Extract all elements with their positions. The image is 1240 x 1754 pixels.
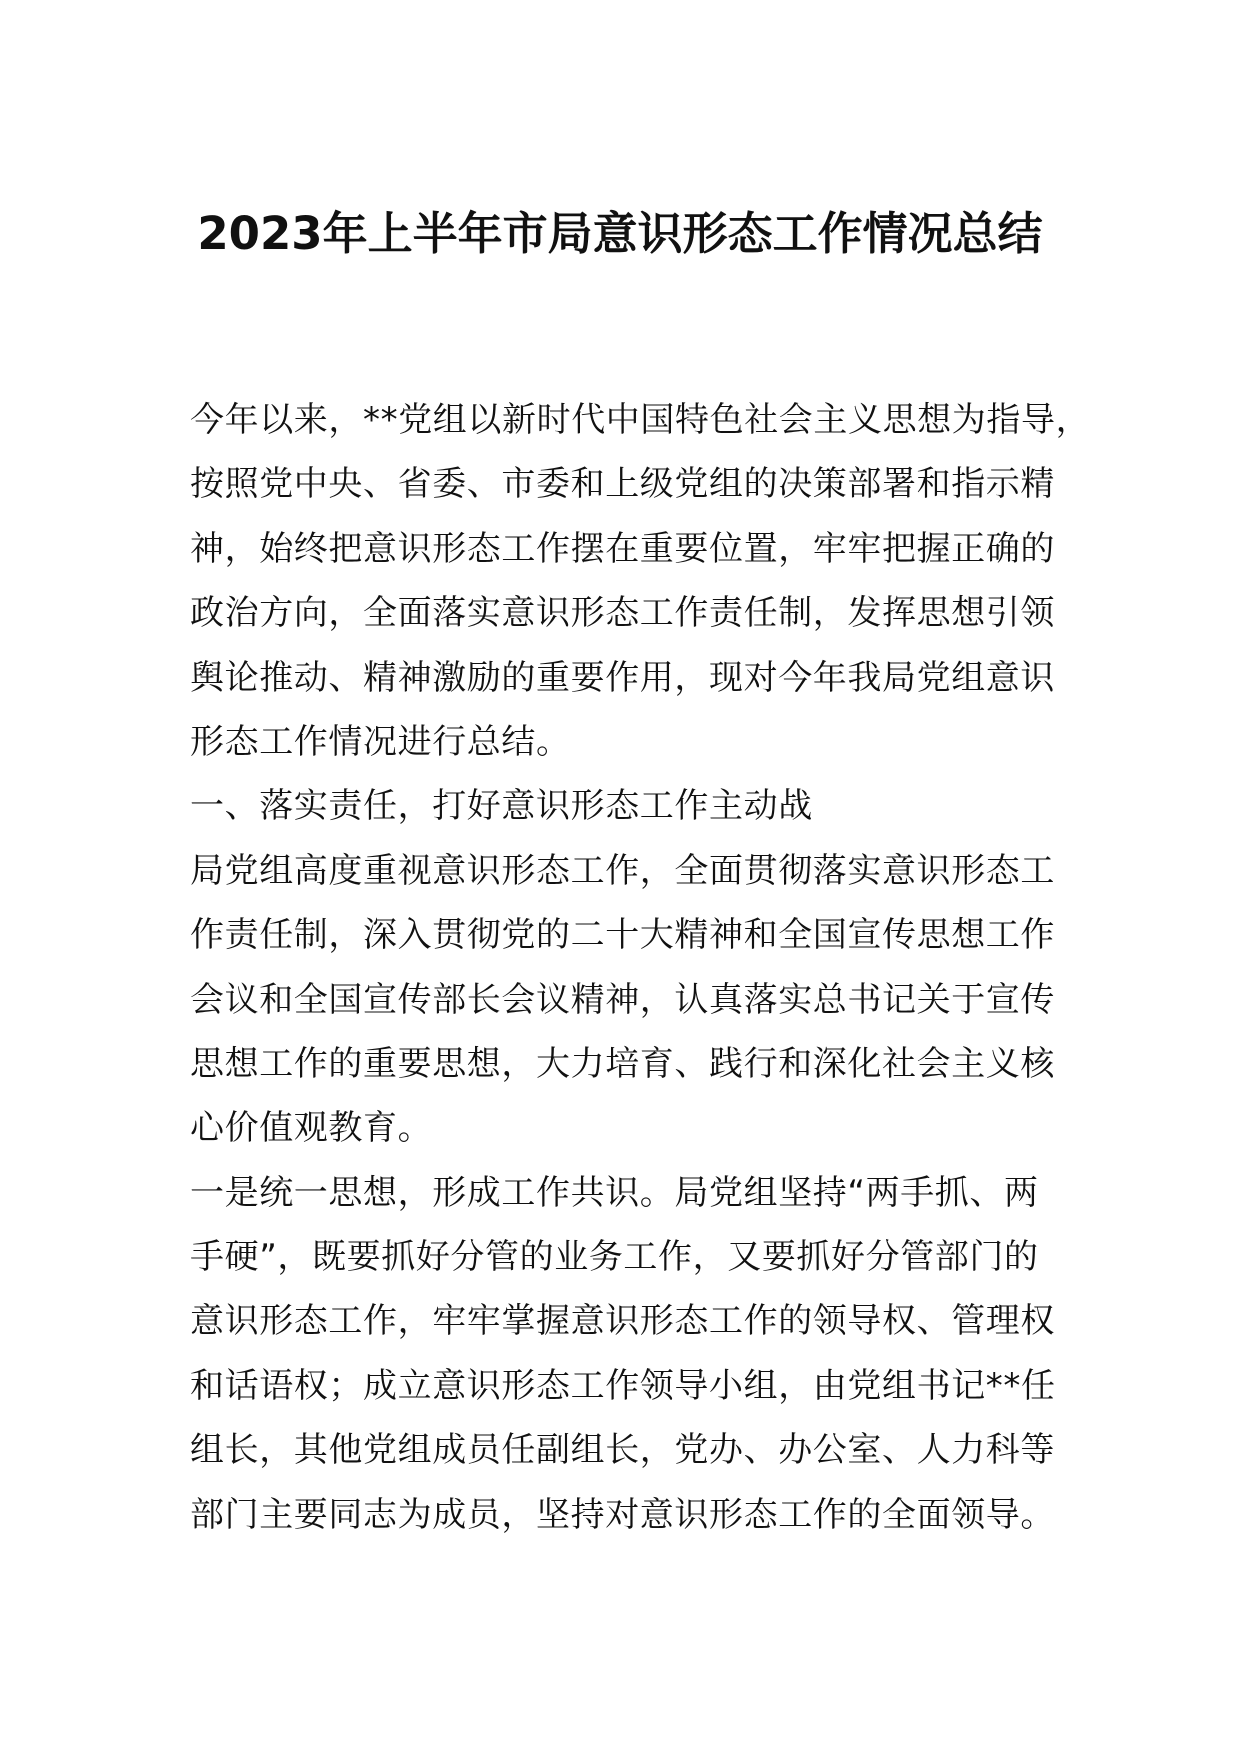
body-line: 思想工作的重要思想，大力培育、践行和深化社会主义核: [190, 1043, 1055, 1084]
body-line: 心价值观教育。: [190, 1108, 433, 1149]
body-line: 和话语权；成立意识形态工作领导小组，由党组书记**任: [190, 1365, 1056, 1406]
section-heading: 一、落实责任，打好意识形态工作主动战: [190, 786, 813, 827]
body-line: 组长，其他党组成员任副组长，党办、办公室、人力科等: [190, 1430, 1055, 1471]
body-line: 意识形态工作，牢牢掌握意识形态工作的领导权、管理权: [190, 1301, 1055, 1342]
body-line: 作责任制，深入贯彻党的二十大精神和全国宣传思想工作: [190, 915, 1055, 956]
body-line: 局党组高度重视意识形态工作，全面贯彻落实意识形态工: [190, 850, 1055, 891]
body-line: 今年以来，**党组以新时代中国特色社会主义思想为指导，: [190, 400, 1091, 440]
document-title: 2023年上半年市局意识形态工作情况总结: [197, 207, 1043, 260]
body-line: 神，始终把意识形态工作摆在重要位置，牢牢把握正确的: [190, 528, 1055, 569]
body-line: 部门主要同志为成员，坚持对意识形态工作的全面领导。: [190, 1494, 1055, 1535]
body-line: 会议和全国宣传部长会议精神，认真落实总书记关于宣传: [190, 979, 1055, 1020]
document-body: [190, 388, 1091, 1547]
body-line: 形态工作情况进行总结。: [190, 721, 571, 762]
body-line: 按照党中央、省委、市委和上级党组的决策部署和指示精: [190, 464, 1055, 505]
body-line: 一是统一思想，形成工作共识。局党组坚持“两手抓、两: [190, 1172, 1039, 1213]
body-line: 手硬”，既要抓好分管的业务工作，又要抓好分管部门的: [190, 1237, 1039, 1278]
body-line: 政治方向，全面落实意识形态工作责任制，发挥思想引领: [190, 593, 1055, 634]
body-line: 舆论推动、精神激励的重要作用，现对今年我局党组意识: [190, 657, 1055, 698]
